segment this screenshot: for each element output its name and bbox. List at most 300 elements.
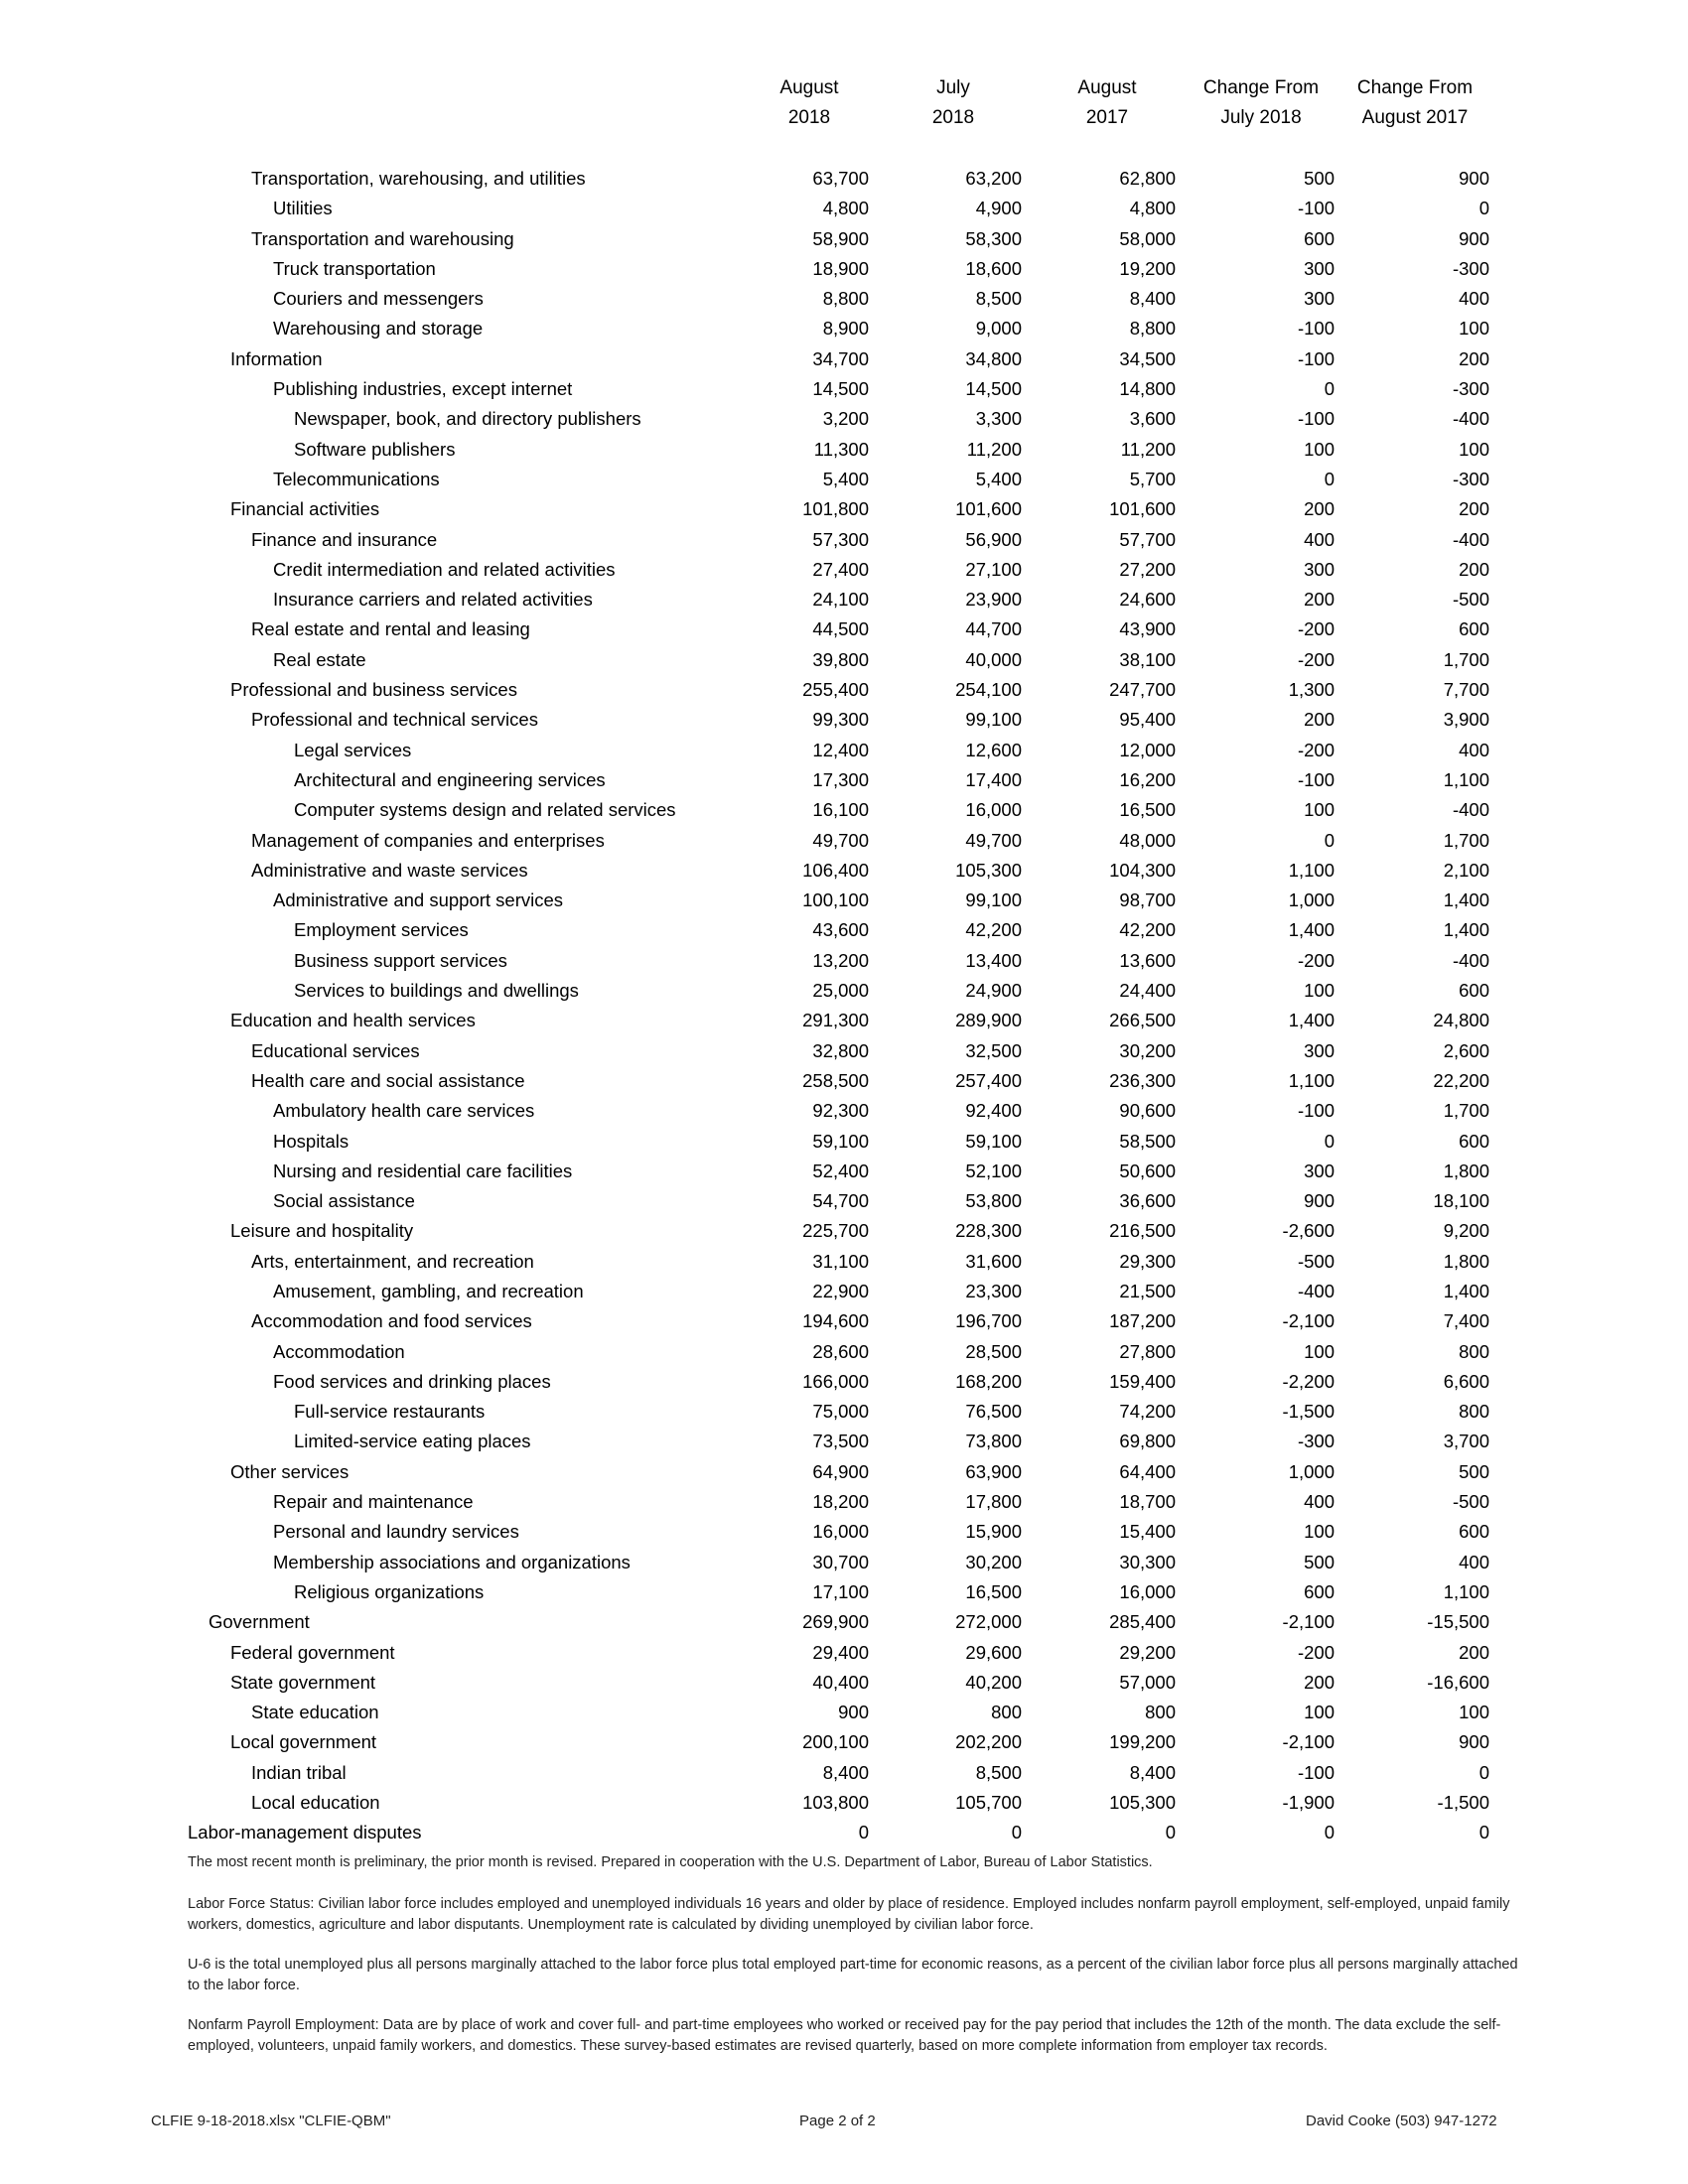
row-value: 29,600 [965,1641,1022,1663]
row-value: 90,600 [1119,1100,1176,1122]
row-value: 0 [1324,1130,1335,1152]
row-label: Computer systems design and related services [294,799,676,821]
row-value: 3,700 [1443,1431,1489,1452]
row-value: 11,300 [813,438,869,460]
row-value: 17,800 [965,1491,1022,1513]
row-value: 31,600 [965,1250,1022,1272]
row-value: 105,300 [955,859,1022,881]
table-row [0,1337,1688,1367]
row-value: 27,400 [812,558,869,580]
row-value: 22,200 [1433,1069,1489,1091]
row-label: Financial activities [230,498,380,520]
row-value: 1,800 [1443,1250,1489,1272]
row-value: 8,800 [822,288,869,310]
row-value: -300 [1452,468,1489,489]
table-row [0,1277,1688,1306]
table-row [0,795,1688,825]
table-row [0,976,1688,1006]
row-value: 28,500 [965,1340,1022,1362]
row-value: 9,200 [1443,1220,1489,1242]
row-value: -400 [1452,799,1489,821]
row-value: 272,000 [955,1611,1022,1633]
footnotes-labor-force [188,1894,1528,1936]
row-label: Architectural and engineering services [294,768,606,790]
row-value: 3,200 [822,408,869,430]
row-value: -400 [1452,408,1489,430]
row-label: Couriers and messengers [273,288,484,310]
row-value: -1,500 [1282,1401,1335,1423]
row-value: 58,500 [1119,1130,1176,1152]
row-label: Hospitals [273,1130,350,1152]
row-value: 63,700 [812,168,869,189]
row-value: 194,600 [802,1310,869,1332]
row-value: 29,400 [812,1641,869,1663]
row-value: 5,400 [822,468,869,489]
row-value: 200 [1304,709,1335,731]
row-value: 11,200 [966,438,1022,460]
row-label: Finance and insurance [251,528,438,550]
row-value: 12,400 [812,739,869,760]
row-value: 16,000 [812,1521,869,1543]
row-label: Telecommunications [273,468,440,489]
row-value: -500 [1297,1250,1335,1272]
row-value: 50,600 [1119,1160,1176,1181]
row-value: 100 [1304,799,1335,821]
row-label: Administrative and waste services [251,859,528,881]
row-value: 14,800 [1119,378,1176,400]
row-value: 266,500 [1109,1010,1176,1031]
row-value: 8,400 [1129,288,1176,310]
row-value: 200 [1459,1641,1489,1663]
note-preliminary: The most recent month is preliminary, the prior month is revised. Prepared in cooperation with the U.S. Department of Labor, Bureau of Labor Statistics. [188,1854,1153,1870]
row-value: 25,000 [812,980,869,1002]
row-value: 95,400 [1119,709,1176,731]
row-value: 19,200 [1119,257,1176,279]
row-value: 1,700 [1443,648,1489,670]
row-value: 1,400 [1288,919,1335,941]
row-label: Accommodation [273,1340,405,1362]
row-value: 24,600 [1119,589,1176,611]
row-value: 600 [1304,227,1335,249]
row-value: 62,800 [1119,168,1176,189]
row-value: 1,100 [1443,1580,1489,1602]
row-value: 44,700 [965,618,1022,640]
row-value: -400 [1452,528,1489,550]
table-row [0,1638,1688,1668]
row-label: Publishing industries, except internet [273,378,573,400]
row-value: -500 [1452,589,1489,611]
row-value: 500 [1459,1460,1489,1482]
table-row [0,1818,1688,1847]
table-row [0,404,1688,434]
row-value: 1,800 [1443,1160,1489,1181]
row-value: 27,100 [965,558,1022,580]
row-value: 285,400 [1109,1611,1176,1633]
row-value: -400 [1297,1280,1335,1301]
note-nonfarm-payroll: Nonfarm Payroll Employment: Data are by place of work and cover full- and part-time employees who worked or received pay for the pay period that includes the 12th of the month. The data exclude the self-employed, volunteers, unpaid family workers, and domestics. These survey-based estimates are revised quarterly, based on more complete information from employer tax records. [188,2017,1501,2054]
row-value: -100 [1297,347,1335,369]
table-row [0,1036,1688,1066]
row-value: 900 [1304,1190,1335,1212]
row-value: -200 [1297,949,1335,971]
row-value: 400 [1459,739,1489,760]
row-value: 105,300 [1109,1792,1176,1814]
row-value: 257,400 [955,1069,1022,1091]
row-value: 39,800 [812,648,869,670]
row-value: 800 [991,1702,1022,1723]
table-row [0,736,1688,765]
table-row [0,525,1688,555]
table-row [0,1548,1688,1577]
column-header-august-2018: August 2018 [779,77,839,128]
row-label: Local government [230,1731,377,1753]
table-row [0,465,1688,494]
row-value: 30,700 [812,1551,869,1572]
row-value: 8,500 [975,1761,1022,1783]
row-value: 800 [1459,1340,1489,1362]
row-value: 27,800 [1119,1340,1176,1362]
column-header-august-2017: August 2017 [1077,77,1137,128]
table-row [0,1306,1688,1336]
row-value: 600 [1459,1521,1489,1543]
table-row [0,284,1688,314]
row-value: 300 [1304,558,1335,580]
table-row [0,555,1688,585]
row-value: 16,500 [1119,799,1176,821]
row-value: -2,600 [1282,1220,1335,1242]
row-value: 12,600 [965,739,1022,760]
row-label: Accommodation and food services [251,1310,532,1332]
row-value: 1,100 [1288,859,1335,881]
row-value: 57,700 [1119,528,1176,550]
row-value: 43,900 [1119,618,1176,640]
row-label: Local education [251,1792,380,1814]
row-label: Employment services [294,919,469,941]
row-value: 92,400 [965,1100,1022,1122]
row-value: 16,000 [1119,1580,1176,1602]
row-value: -200 [1297,618,1335,640]
table-row [0,705,1688,735]
row-value: 18,100 [1433,1190,1489,1212]
row-value: 100 [1304,980,1335,1002]
row-value: 40,400 [812,1671,869,1693]
row-value: 101,600 [1109,498,1176,520]
row-label: Information [230,347,323,369]
row-value: 100 [1304,1702,1335,1723]
row-label: Administrative and support services [273,889,564,911]
row-value: 99,300 [812,709,869,731]
table-row [0,344,1688,374]
row-value: 8,500 [975,288,1022,310]
row-value: 7,700 [1443,679,1489,701]
table-row [0,645,1688,675]
row-value: 63,900 [965,1460,1022,1482]
row-value: 1,100 [1288,1069,1335,1091]
row-value: 228,300 [955,1220,1022,1242]
row-value: 44,500 [812,618,869,640]
row-value: 900 [1459,227,1489,249]
row-value: 38,100 [1119,648,1176,670]
table-row [0,374,1688,404]
row-label: Software publishers [294,438,456,460]
row-value: 600 [1459,618,1489,640]
row-label: Utilities [273,198,333,219]
row-value: 16,500 [965,1580,1022,1602]
row-label: Educational services [251,1039,420,1061]
row-value: 48,000 [1119,829,1176,851]
row-value: 32,500 [965,1039,1022,1061]
row-value: -100 [1297,1761,1335,1783]
row-label: Newspaper, book, and directory publishers [294,408,641,430]
row-value: -400 [1452,949,1489,971]
row-value: 73,800 [965,1431,1022,1452]
row-value: 99,100 [965,889,1022,911]
row-value: 14,500 [812,378,869,400]
row-label: Repair and maintenance [273,1491,474,1513]
table-row [0,1186,1688,1216]
row-value: -500 [1452,1491,1489,1513]
table-row [0,1487,1688,1517]
row-value: 100 [1304,438,1335,460]
row-value: 17,400 [965,768,1022,790]
table-row [0,856,1688,886]
row-label: Arts, entertainment, and recreation [251,1250,534,1272]
row-value: 225,700 [802,1220,869,1242]
row-value: 24,800 [1433,1010,1489,1031]
table-row [0,585,1688,614]
row-value: 0 [1324,829,1335,851]
row-value: 16,000 [965,799,1022,821]
row-value: 4,800 [822,198,869,219]
row-label: Food services and drinking places [273,1370,551,1392]
row-value: -100 [1297,768,1335,790]
row-value: 12,000 [1119,739,1176,760]
table-row [0,765,1688,795]
row-value: 500 [1304,168,1335,189]
row-value: 166,000 [802,1370,869,1392]
table-row [0,1517,1688,1547]
row-label: Other services [230,1460,350,1482]
row-value: -100 [1297,318,1335,340]
row-value: 0 [1324,1822,1335,1843]
row-value: 200 [1304,1671,1335,1693]
employment-table [0,164,1688,1848]
row-label: State government [230,1671,376,1693]
row-label: Business support services [294,949,507,971]
row-value: 58,300 [965,227,1022,249]
row-value: -2,100 [1282,1611,1335,1633]
row-value: 300 [1304,1039,1335,1061]
row-value: 1,400 [1443,889,1489,911]
row-label: Real estate and rental and leasing [251,618,530,640]
row-label: Transportation, warehousing, and utilities [251,168,586,189]
row-value: 0 [1011,1822,1022,1843]
row-label: Transportation and warehousing [251,227,514,249]
table-row [0,194,1688,223]
row-value: 14,500 [965,378,1022,400]
row-value: 3,900 [1443,709,1489,731]
row-value: -1,500 [1437,1792,1489,1814]
table-row [0,1216,1688,1246]
row-value: 1,000 [1288,889,1335,911]
row-value: 5,400 [975,468,1022,489]
table-row [0,886,1688,915]
row-label: Personal and laundry services [273,1521,519,1543]
row-value: 200 [1459,558,1489,580]
row-value: 29,200 [1119,1641,1176,1663]
row-value: 8,400 [822,1761,869,1783]
row-value: 187,200 [1109,1310,1176,1332]
row-value: 600 [1304,1580,1335,1602]
row-label: Education and health services [230,1010,476,1031]
row-value: 1,700 [1443,1100,1489,1122]
row-value: 400 [1459,288,1489,310]
row-value: 236,300 [1109,1069,1176,1091]
row-value: 0 [1478,1822,1489,1843]
row-value: 1,400 [1443,919,1489,941]
row-value: 0 [1478,1761,1489,1783]
column-header-change-from-august-2017: Change From August 2017 [1356,77,1474,128]
row-value: 18,700 [1119,1491,1176,1513]
table-row [0,1727,1688,1757]
table-row [0,254,1688,284]
row-value: 103,800 [802,1792,869,1814]
row-value: 18,600 [965,257,1022,279]
table-row [0,946,1688,976]
row-label: Management of companies and enterprises [251,829,605,851]
row-value: 75,000 [812,1401,869,1423]
row-value: 76,500 [965,1401,1022,1423]
table-row [0,314,1688,343]
row-value: 4,900 [975,198,1022,219]
row-value: 0 [1324,378,1335,400]
row-value: 8,900 [822,318,869,340]
row-value: 1,100 [1443,768,1489,790]
row-value: 104,300 [1109,859,1176,881]
row-value: 199,200 [1109,1731,1176,1753]
row-value: 57,300 [812,528,869,550]
row-value: 16,100 [812,799,869,821]
row-value: 101,800 [802,498,869,520]
row-value: 289,900 [955,1010,1022,1031]
row-value: 59,100 [965,1130,1022,1152]
row-value: 36,600 [1119,1190,1176,1212]
row-value: 1,300 [1288,679,1335,701]
row-value: 54,700 [812,1190,869,1212]
row-value: 13,400 [965,949,1022,971]
footnotes [188,1852,1528,1873]
row-value: 3,600 [1129,408,1176,430]
row-value: 52,100 [965,1160,1022,1181]
row-value: 900 [1459,1731,1489,1753]
row-label: Leisure and hospitality [230,1220,414,1242]
row-value: -200 [1297,648,1335,670]
row-value: 64,400 [1119,1460,1176,1482]
row-value: 18,900 [812,257,869,279]
row-value: 23,900 [965,589,1022,611]
row-value: 8,800 [1129,318,1176,340]
row-value: 22,900 [812,1280,869,1301]
row-value: 11,200 [1120,438,1176,460]
row-value: 42,200 [965,919,1022,941]
row-value: 56,900 [965,528,1022,550]
row-value: 800 [1145,1702,1176,1723]
row-value: 5,700 [1129,468,1176,489]
table-row [0,1096,1688,1126]
row-value: 258,500 [802,1069,869,1091]
row-value: 69,800 [1119,1431,1176,1452]
row-value: 34,500 [1119,347,1176,369]
row-value: -2,100 [1282,1731,1335,1753]
row-value: 27,200 [1119,558,1176,580]
table-row [0,675,1688,705]
table-row [0,1247,1688,1277]
row-value: 59,100 [812,1130,869,1152]
table-row [0,1457,1688,1487]
row-value: 100 [1304,1340,1335,1362]
row-value: 100 [1304,1521,1335,1543]
row-value: 106,400 [802,859,869,881]
footnotes-u6 [188,1955,1528,1996]
row-value: 63,200 [965,168,1022,189]
row-value: 8,400 [1129,1761,1176,1783]
row-label: Health care and social assistance [251,1069,525,1091]
row-label: Full-service restaurants [294,1401,486,1423]
row-label: Nursing and residential care facilities [273,1160,573,1181]
table-row [0,1127,1688,1157]
row-value: 3,300 [975,408,1022,430]
row-value: 1,400 [1288,1010,1335,1031]
row-value: 900 [1459,168,1489,189]
table-row [0,164,1688,194]
row-value: 53,800 [965,1190,1022,1212]
table-row [0,1788,1688,1818]
row-label: Indian tribal [251,1761,347,1783]
row-value: -300 [1297,1431,1335,1452]
row-value: 900 [838,1702,869,1723]
table-row [0,1427,1688,1456]
row-value: 247,700 [1109,679,1176,701]
table-row [0,1758,1688,1788]
row-value: 30,200 [1119,1039,1176,1061]
row-value: 58,000 [1119,227,1176,249]
row-value: 24,900 [965,980,1022,1002]
row-value: 200,100 [802,1731,869,1753]
row-value: 74,200 [1119,1401,1176,1423]
row-label: Services to buildings and dwellings [294,980,579,1002]
row-label: Religious organizations [294,1580,485,1602]
table-row [0,826,1688,856]
row-label: Limited-service eating places [294,1431,531,1452]
row-value: 196,700 [955,1310,1022,1332]
row-value: 64,900 [812,1460,869,1482]
row-value: 17,100 [812,1580,869,1602]
row-value: 30,300 [1119,1551,1176,1572]
note-labor-force-status: Labor Force Status: Civilian labor force includes employed and unemployed individuals 16 years and older by place of residence. Employed includes nonfarm payroll employment, self-employed, unpaid family workers, domestics, agriculture and labor disputants. Unemployment rate is calculated by dividing unemployed by civilian labor force. [188,1896,1510,1933]
row-value: 34,800 [965,347,1022,369]
row-value: 28,600 [812,1340,869,1362]
row-value: 202,200 [955,1731,1022,1753]
row-value: -100 [1297,408,1335,430]
row-label: Truck transportation [273,257,436,279]
row-label: Professional and technical services [251,709,538,731]
table-row [0,1397,1688,1427]
row-value: 21,500 [1119,1280,1176,1301]
row-value: 101,600 [955,498,1022,520]
row-value: 34,700 [812,347,869,369]
row-value: -1,900 [1282,1792,1335,1814]
row-value: -15,500 [1427,1611,1489,1633]
